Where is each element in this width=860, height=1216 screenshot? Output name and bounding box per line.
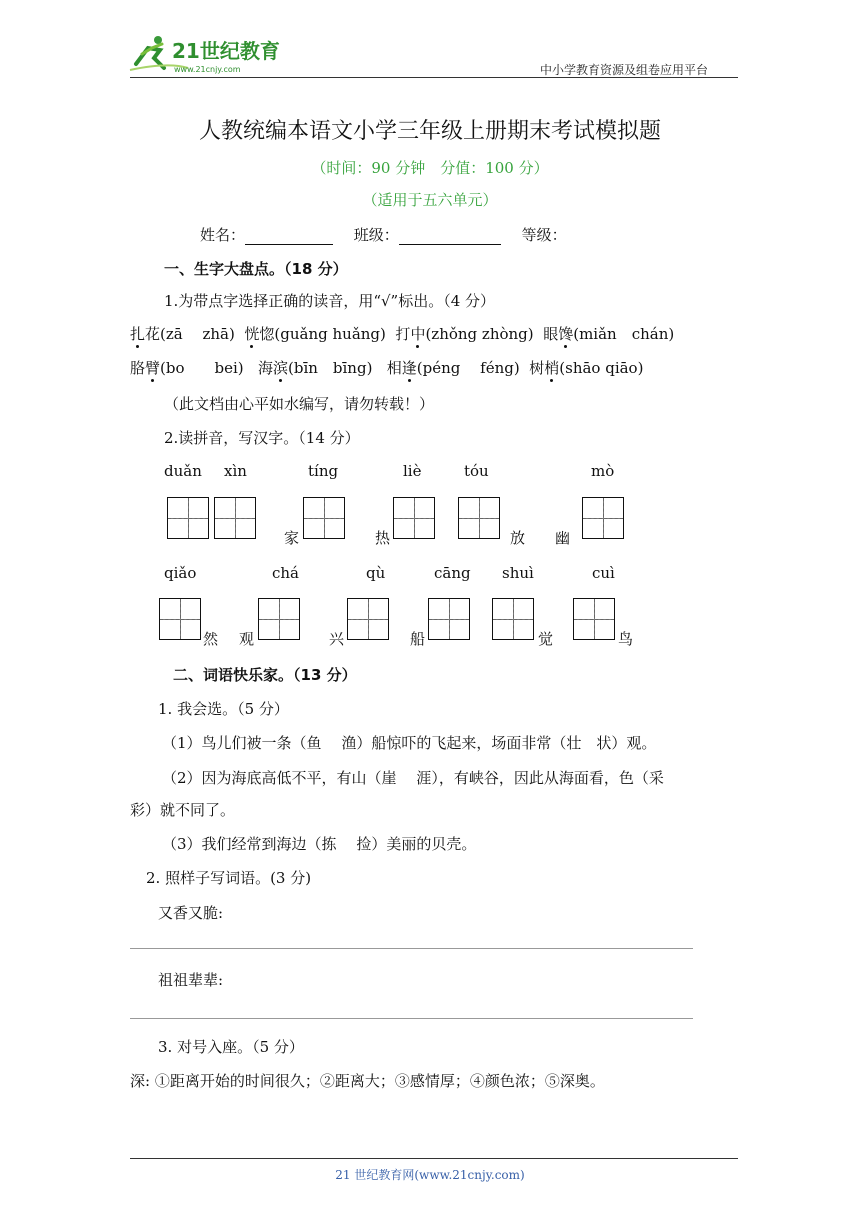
given-char: 觉 (538, 630, 554, 648)
pinyin-label: cuì (592, 564, 615, 582)
writing-box[interactable] (458, 497, 500, 539)
writing-box[interactable] (393, 497, 435, 539)
logo (128, 34, 288, 76)
pinyin-label: xìn (224, 462, 247, 480)
given-char: 然 (203, 630, 219, 648)
copyright-note: （此文档由心平如水编写，请勿转载！） (164, 395, 435, 413)
word-item: 海滨(bīn bīng) (257, 359, 373, 377)
answer-line[interactable] (130, 948, 693, 949)
pinyin-row-2 (130, 357, 643, 378)
subtitle-units: （适用于五六单元） (362, 191, 498, 209)
deep-meanings: 深: ①距离开始的时间很久；②距离大；③感情厚；④颜色浓；⑤深奥。 (130, 1072, 605, 1090)
given-char: 观 (239, 630, 255, 648)
given-char: 兴 (329, 630, 345, 648)
pinyin-label: qù (366, 564, 386, 582)
choice-item-2-cont: 彩）就不同了。 (130, 801, 236, 819)
writing-box[interactable] (258, 598, 300, 640)
pinyin-label: mò (591, 462, 615, 480)
word-item: 胳臂(bo bei) (130, 359, 244, 377)
choice-item-3: （3）我们经常到海边（拣 捡）美丽的贝壳。 (162, 835, 477, 853)
header-rule (130, 77, 738, 78)
page-title: 人教统编本语文小学三年级上册期末考试模拟题 (198, 119, 661, 144)
subtitle-time: （时间：90 分钟 分值：100 分） (311, 159, 549, 177)
writing-box[interactable] (573, 598, 615, 640)
writing-box[interactable] (167, 497, 209, 539)
section-2-heading: 二、词语快乐家。（13 分） (173, 666, 357, 684)
given-char: 鸟 (618, 630, 634, 648)
pinyin-label: qiǎo (164, 564, 197, 582)
given-char: 船 (410, 630, 426, 648)
question-1-2: 2.读拼音，写汉字。（14 分） (164, 429, 360, 447)
name-label: 姓名： (200, 226, 246, 244)
word-item: 树梢(shāo qiāo) (529, 359, 644, 377)
example-word-2: 祖祖辈辈: (158, 971, 224, 989)
class-label: 班级： (353, 226, 399, 244)
grade-label: 等级： (521, 226, 567, 244)
writing-box[interactable] (347, 598, 389, 640)
example-word-1: 又香又脆: (158, 904, 224, 922)
word-item: 打中(zhǒng zhòng) (395, 325, 534, 343)
pinyin-label: shuì (502, 564, 534, 582)
question-2-3: 3. 对号入座。（5 分） (158, 1038, 304, 1056)
name-blank[interactable] (245, 230, 333, 245)
writing-box[interactable] (214, 497, 256, 539)
writing-box[interactable] (428, 598, 470, 640)
footer-rule (130, 1158, 738, 1159)
logo-text: 21世纪教育 (172, 39, 280, 63)
pinyin-label: tíng (308, 462, 339, 480)
section-1-heading: 一、生字大盘点。（18 分） (164, 260, 348, 278)
pinyin-label: chá (272, 564, 300, 582)
writing-box[interactable] (582, 497, 624, 539)
writing-box[interactable] (492, 598, 534, 640)
student-info (200, 224, 567, 245)
given-char: 幽 (555, 529, 571, 547)
question-2-1: 1. 我会选。（5 分） (158, 700, 289, 718)
class-blank[interactable] (399, 230, 501, 245)
question-1-1: 1.为带点字选择正确的读音，用“√”标出。（4 分） (164, 292, 496, 310)
given-char: 放 (510, 529, 526, 547)
writing-box[interactable] (159, 598, 201, 640)
pinyin-label: tóu (464, 462, 489, 480)
writing-box[interactable] (303, 497, 345, 539)
word-item: 恍惚(guǎng huǎng) (244, 325, 386, 343)
question-2-2: 2. 照样子写词语。(3 分) (146, 869, 312, 887)
given-char: 热 (375, 529, 391, 547)
word-item: 眼馋(miǎn chán) (543, 325, 675, 343)
choice-item-1: （1）鸟儿们被一条（鱼 渔）船惊吓的飞起来，场面非常（壮 状）观。 (162, 734, 657, 752)
choice-item-2: （2）因为海底高低不平，有山（崖 涯），有峡谷，因此从海面看，色（采 (162, 769, 664, 787)
footer-text[interactable]: 21 世纪教育网(www.21cnjy.com) (335, 1168, 525, 1182)
word-item: 相逢(péng féng) (386, 359, 520, 377)
answer-line[interactable] (130, 1018, 693, 1019)
pinyin-label: liè (403, 462, 422, 480)
pinyin-label: duǎn (164, 462, 202, 480)
pinyin-row-1 (130, 323, 674, 344)
platform-name: 中小学教育资源及组卷应用平台 (540, 63, 709, 77)
given-char: 家 (284, 529, 300, 547)
logo-url: www.21cnjy.com (174, 65, 241, 74)
word-item: 扎花(zā zhā) (130, 325, 235, 343)
pinyin-label: cāng (434, 564, 471, 582)
